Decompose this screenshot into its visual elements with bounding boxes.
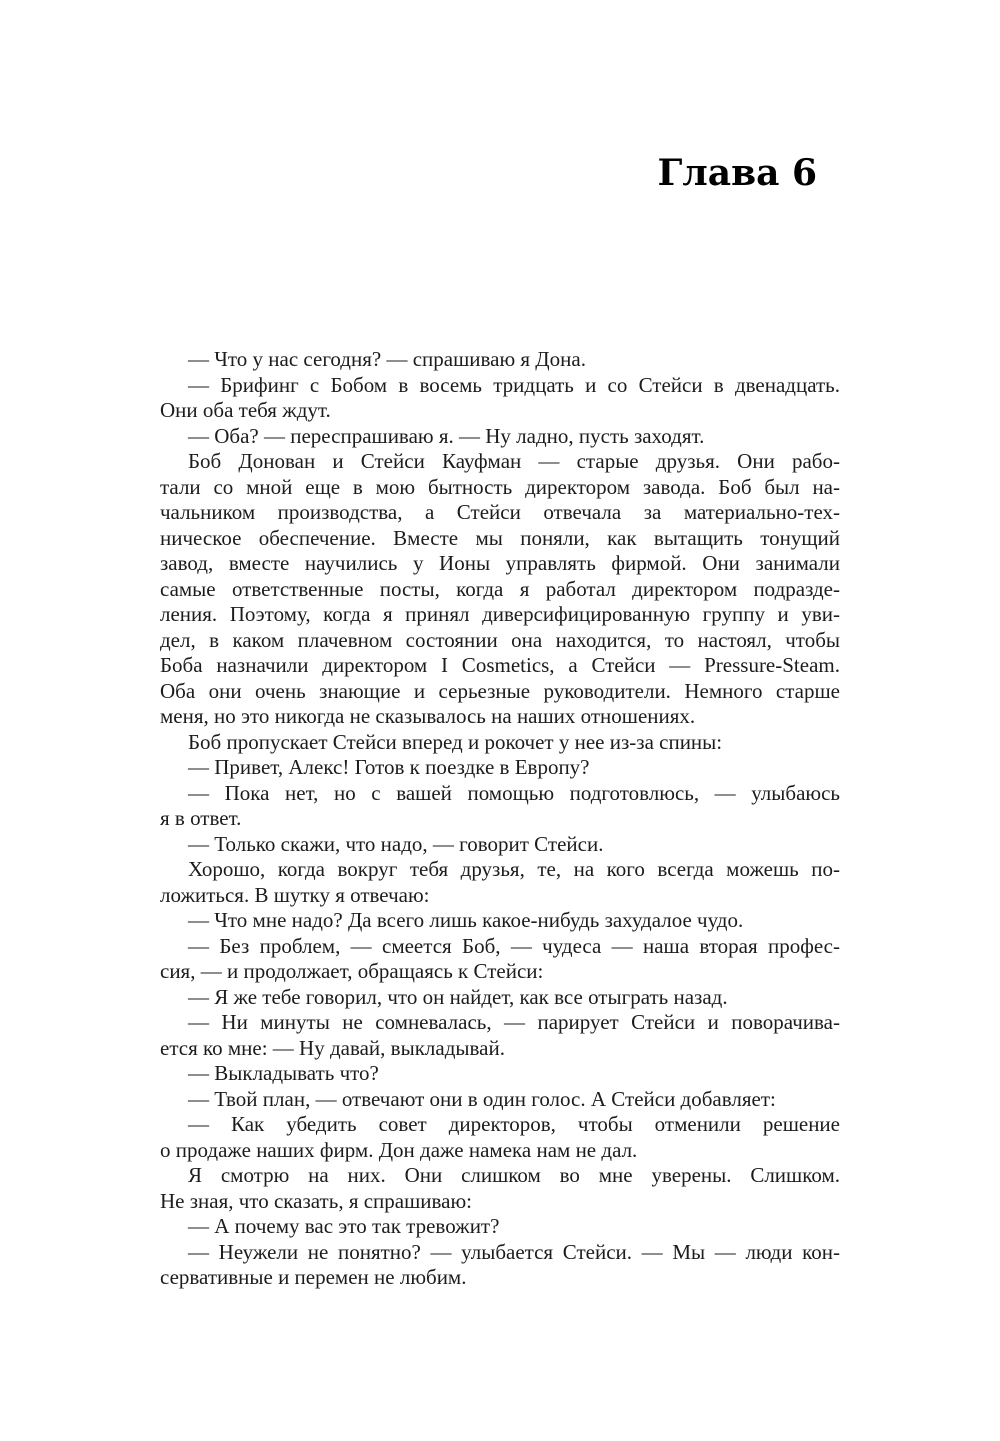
text-line: — Оба? — переспрашиваю я. — Ну ладно, пусть заходят. — [188, 423, 705, 448]
text-line: Оба они очень знающие и серьезные руководители. Немного старше — [160, 678, 840, 703]
paragraph — [160, 373, 840, 424]
paragraph — [160, 1112, 840, 1163]
paragraph — [160, 449, 840, 730]
text-line: завод, вместе научились у Ионы управлять фирмой. Они занимали — [160, 551, 840, 575]
text-line: — Неужели не понятно? — улыбается Стейси. — Мы — люди кон- — [188, 1239, 840, 1264]
paragraph — [160, 781, 840, 832]
paragraph — [160, 832, 840, 858]
paragraph — [160, 1061, 840, 1087]
text-line: Я смотрю на них. Они слишком во мне уверены. Слишком. — [188, 1163, 840, 1187]
text-line: — Что мне надо? Да всего лишь какое-нибудь захудалое чудо. — [188, 908, 744, 932]
paragraph — [160, 985, 840, 1011]
text-line: — Как убедить совет директоров, чтобы отменили решение — [188, 1112, 840, 1136]
paragraph — [160, 908, 840, 934]
body-text — [160, 347, 840, 1291]
text-line: я в ответ. — [160, 806, 242, 830]
text-line: — Только скажи, что надо, — говорит Стейси. — [188, 831, 604, 856]
text-line: — Ни минуты не сомневалась, — парирует Стейси и поворачива- — [188, 1010, 840, 1034]
text-line: — Привет, Алекс! Готов к поездке в Европу? — [188, 755, 590, 779]
text-line: — Что у нас сегодня? — спрашиваю я Дона. — [188, 347, 586, 371]
text-line: — Я же тебе говорил, что он найдет, как все отыграть назад. — [188, 984, 728, 1009]
paragraph — [160, 1240, 840, 1291]
text-line: Не зная, что сказать, я спрашиваю: — [160, 1188, 472, 1213]
text-line: самые ответственные посты, когда я работал директором подразде- — [160, 576, 840, 601]
text-line: сия, — и продолжает, обращаясь к Стейси: — [160, 959, 544, 983]
text-line: — А почему вас это так тревожит? — [188, 1214, 500, 1238]
text-line: ложиться. В шутку я отвечаю: — [160, 882, 430, 907]
text-line: — Пока нет, но с вашей помощью подготовлюсь, — улыбаюсь — [188, 780, 840, 805]
text-line: ется ко мне: — Ну давай, выкладывай. — [160, 1035, 505, 1060]
paragraph — [160, 755, 840, 781]
text-line: ническое обеспечение. Вместе мы поняли, как вытащить тонущий — [160, 525, 840, 550]
paragraph — [160, 730, 840, 756]
text-line: сервативные и перемен не любим. — [160, 1265, 467, 1289]
text-line: чальником производства, а Стейси отвечала за материально-тех- — [160, 500, 840, 524]
text-line: о продаже наших фирм. Дон даже намека нам не дал. — [160, 1137, 638, 1162]
text-line: Они оба тебя ждут. — [160, 398, 331, 422]
text-line: Боб пропускает Стейси вперед и рокочет у нее из-за спины: — [188, 729, 723, 754]
text-line: тали со мной еще в мою бытность директором завода. Боб был на- — [160, 474, 840, 499]
text-line: меня, но это никогда не сказывалось на наших отношениях. — [160, 704, 696, 728]
text-line: — Без проблем, — смеется Боб, — чудеса — наша вторая профес- — [188, 933, 840, 958]
text-line: — Твой план, — отвечают они в один голос. А Стейси добавляет: — [188, 1086, 776, 1111]
paragraph — [160, 1214, 840, 1240]
text-line: Боба назначили директором I Cosmetics, а Стейси — Pressure-Steam. — [160, 653, 840, 677]
paragraph — [160, 1087, 840, 1113]
paragraph — [160, 424, 840, 450]
text-line: Боб Донован и Стейси Кауфман — старые друзья. Они рабо- — [188, 449, 840, 473]
text-line: дел, в каком плачевном состоянии она находится, то настоял, чтобы — [160, 627, 840, 652]
text-line: — Выкладывать что? — [188, 1061, 379, 1085]
text-line: Хорошо, когда вокруг тебя друзья, те, на кого всегда можешь по- — [188, 857, 840, 881]
paragraph — [160, 1163, 840, 1214]
paragraph — [160, 1010, 840, 1061]
paragraph — [160, 857, 840, 908]
chapter-title: Глава 6 — [657, 152, 817, 194]
paragraph — [160, 934, 840, 985]
text-line: — Брифинг с Бобом в восемь тридцать и со Стейси в двенадцать. — [188, 372, 840, 397]
paragraph — [160, 347, 840, 373]
text-line: ления. Поэтому, когда я принял диверсифицированную группу и уви- — [160, 602, 840, 626]
